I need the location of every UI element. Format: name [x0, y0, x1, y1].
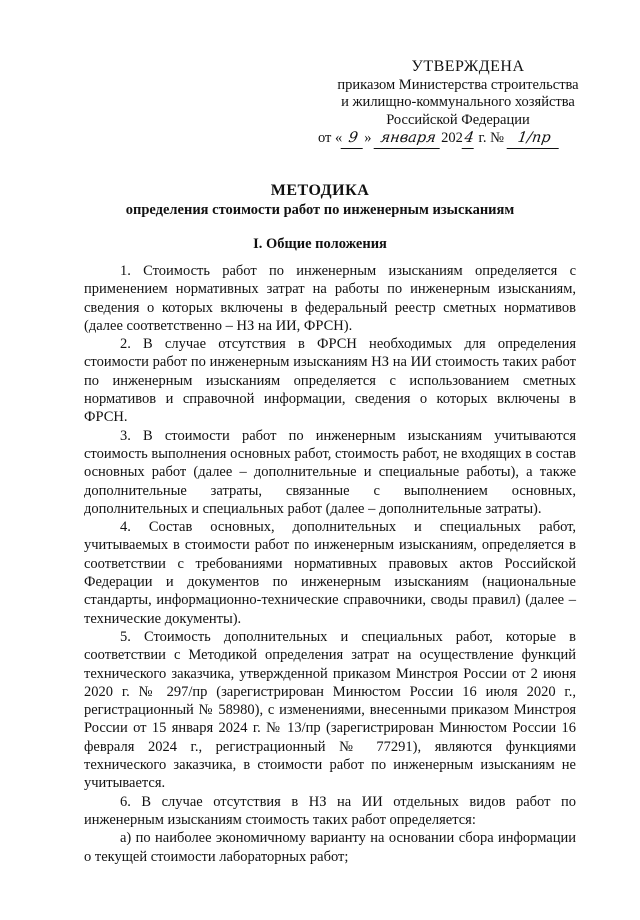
order-number: 1/пр	[506, 130, 561, 149]
paragraph-5: 5. Стоимость дополнительных и специальных работ, которые в соответствии с Методикой определения затрат на осуществление функций технического заказчика, утвержденной приказом Минстроя России от 2 июня 2020 г. № 297/пр (зарегистрирован Минюстом России 16 июля 2020 г., регистрационный № 58980), с изменениями, внесенными приказом Минстроя России от 15 января 2024 г. № 13/пр (зарегистрирован Минюстом России 16 февраля 2024 г., регистрационный № 77291), являются функциями технического заказчика, в стоимости работ по инженерным изысканиям не учитывается.	[84, 628, 576, 792]
date-prefix: от «	[318, 130, 343, 146]
date-suffix: г. №	[478, 130, 504, 146]
paragraph-6: 6. В случае отсутствия в НЗ на ИИ отдельных видов работ по инженерным изысканиям стоимость таких работ определяется:	[84, 793, 576, 828]
document-subtitle: определения стоимости работ по инженерным изысканиям	[125, 202, 515, 218]
date-month: января	[374, 130, 443, 149]
paragraph-1: 1. Стоимость работ по инженерным изысканиям определяется с применением нормативных затрат на работы по инженерным изысканиям, сведения о которых включены в федеральный реестр сметных нормативов (далее соответственно – НЗ на ИИ, ФРСН).	[84, 263, 576, 334]
approval-line-2: и жилищно-коммунального хозяйства	[341, 94, 575, 110]
paragraph-4: 4. Состав основных, дополнительных и специальных работ, учитываемых в стоимости работ по инженерным изысканиям, определяется в соответствии с требованиями нормативных правовых актов Российской Федерации и документов по инженерным изысканиям (национальные стандарты, информационно-технические справочники, своды правил) (далее – технические документы).	[84, 519, 576, 627]
section-title: I. Общие положения	[253, 236, 387, 252]
paragraph-2: 2. В случае отсутствия в ФРСН необходимых для определения стоимости работ по инженерным изысканиям НЗ на ИИ стоимость таких работ по инженерным изысканиям определяется с использованием сметных нормативов и справочной информации, сведения о которых включены в ФРСН.	[84, 336, 576, 426]
approval-title: УТВЕРЖДЕНА	[411, 58, 525, 75]
date-mid: »	[364, 130, 372, 146]
paragraph-3: 3. В стоимости работ по инженерным изысканиям учитываются стоимость выполнения основных работ, стоимость работ, не входящих в состав основных работ (далее – дополнительные и специальные работы), а также дополнительные затраты, связанные с выполнением основных, дополнительных и специальных работ (далее – дополнительные затраты).	[84, 427, 576, 517]
paragraph-6a: а) по наиболее экономичному варианту на основании сбора информации о текущей стоимости лабораторных работ;	[84, 830, 576, 865]
document-title: МЕТОДИКА	[270, 182, 370, 199]
approval-block	[318, 58, 598, 149]
approval-line-1: приказом Министерства строительства	[337, 76, 579, 93]
approval-date-line	[318, 130, 598, 149]
approval-line-3: Российской Федерации	[386, 111, 530, 128]
date-year-digit: 4	[462, 130, 477, 149]
date-day: 9	[341, 130, 366, 149]
document-body	[84, 262, 576, 866]
date-year-prefix: 202	[441, 130, 463, 146]
